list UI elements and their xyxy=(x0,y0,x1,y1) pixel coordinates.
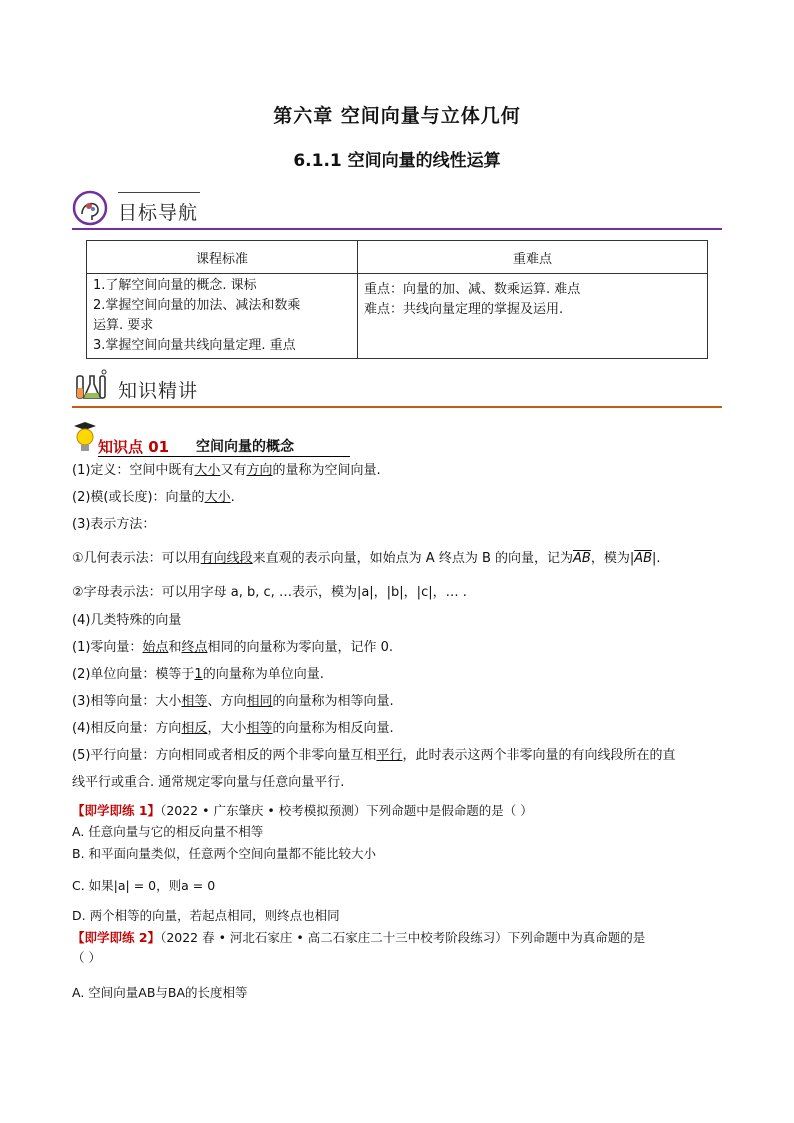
knowledge-point-title: 空间向量的概念 xyxy=(196,439,294,455)
table-header: 课程标准 xyxy=(87,241,358,274)
paragraph-letter: ②字母表示法：可以用字母 a, b, c, …表示，模为|a|，|b|，|c|，… . xyxy=(72,585,467,600)
exercise-1-option-d: D. 两个相等的向量，若起点相同，则终点也相同 xyxy=(72,908,340,923)
exercise-1-question: 【即学即练 1】（2022 • 广东肇庆 • 校考模拟预测）下列命题中是假命题的是（ ） xyxy=(72,803,533,818)
paragraph-representation: (3)表示方法： xyxy=(72,517,156,532)
section-title: 6.1.1 空间向量的线性运算 xyxy=(293,151,501,171)
bulb-graduate-icon xyxy=(72,420,98,454)
exercise-1-option-a: A. 任意向量与它的相反向量不相等 xyxy=(72,824,264,839)
paragraph-equal-vector: (3)相等向量：大小相等、方向相同的向量称为相等向量. xyxy=(72,694,394,709)
chapter-title: 第六章 空间向量与立体几何 xyxy=(273,105,521,127)
exercise-2-question: 【即学即练 2】（2022 春 • 河北石家庄 • 高二石家庄二十三中校考阶段练习）下列命题中为真命题的是 xyxy=(72,930,646,945)
exercise-2-option-a: A. 空间向量AB与BA的长度相等 xyxy=(72,985,248,1000)
goal-divider xyxy=(72,228,722,230)
paragraph-geometric: ①几何表示法：可以用有向线段来直观的表示向量，如始点为 A 终点为 B 的向量，记为$\overline{AB}$，模为$|\overline{AB}|$. xyxy=(72,551,661,566)
paragraph-unit-vector: (2)单位向量：模等于1的向量称为单位向量. xyxy=(72,667,324,682)
goal-label: 目标导航 xyxy=(118,202,199,224)
paragraph-opposite-vector: (4)相反向量：方向相反，大小相等的向量称为相反向量. xyxy=(72,721,394,736)
flask-icon xyxy=(72,368,108,404)
table-cell-keypoints: 重点：向量的加、减、数乘运算. 难点 难点：共线向量定理的掌握及运用. xyxy=(358,274,708,359)
table-header: 重难点 xyxy=(358,241,708,274)
paragraph-zero-vector: (1)零向量：始点和终点相同的向量称为零向量，记作 0. xyxy=(72,640,394,655)
paragraph-definition: (1)定义：空间中既有大小又有方向的量称为空间向量. xyxy=(72,463,381,478)
table-cell-standards: 1.了解空间向量的概念. 课标 2.掌握空间向量的加法、减法和数乘 运算. 要求 3.掌握空间向量共线向量定理. 重点 xyxy=(87,274,358,359)
paragraph-parallel-note: 线平行或重合. 通常规定零向量与任意向量平行. xyxy=(72,775,345,790)
brain-icon xyxy=(72,190,108,226)
knowledge-divider xyxy=(72,406,722,408)
paragraph-modulus: (2)模(或长度)：向量的大小. xyxy=(72,490,235,505)
goal-section-header xyxy=(72,186,722,230)
knowledge-point-number: 知识点 01 xyxy=(98,438,170,456)
exercise-1-option-b: B. 和平面向量类似，任意两个空间向量都不能比较大小 xyxy=(72,846,377,861)
paragraph-special: (4)几类特殊的向量 xyxy=(72,613,182,628)
knowledge-point-header xyxy=(72,420,722,460)
exercise-1-option-c: C. 如果|a| = 0，则a = 0 xyxy=(72,878,216,893)
knowledge-label: 知识精讲 xyxy=(118,380,199,402)
exercise-2-answer-bracket: （ ） xyxy=(72,950,101,965)
course-standards-table xyxy=(86,240,708,359)
knowledge-section-header xyxy=(72,364,722,408)
paragraph-parallel-vector: (5)平行向量：方向相同或者相反的两个非零向量互相平行，此时表示这两个非零向量的有向线段所在的直 xyxy=(72,748,676,763)
